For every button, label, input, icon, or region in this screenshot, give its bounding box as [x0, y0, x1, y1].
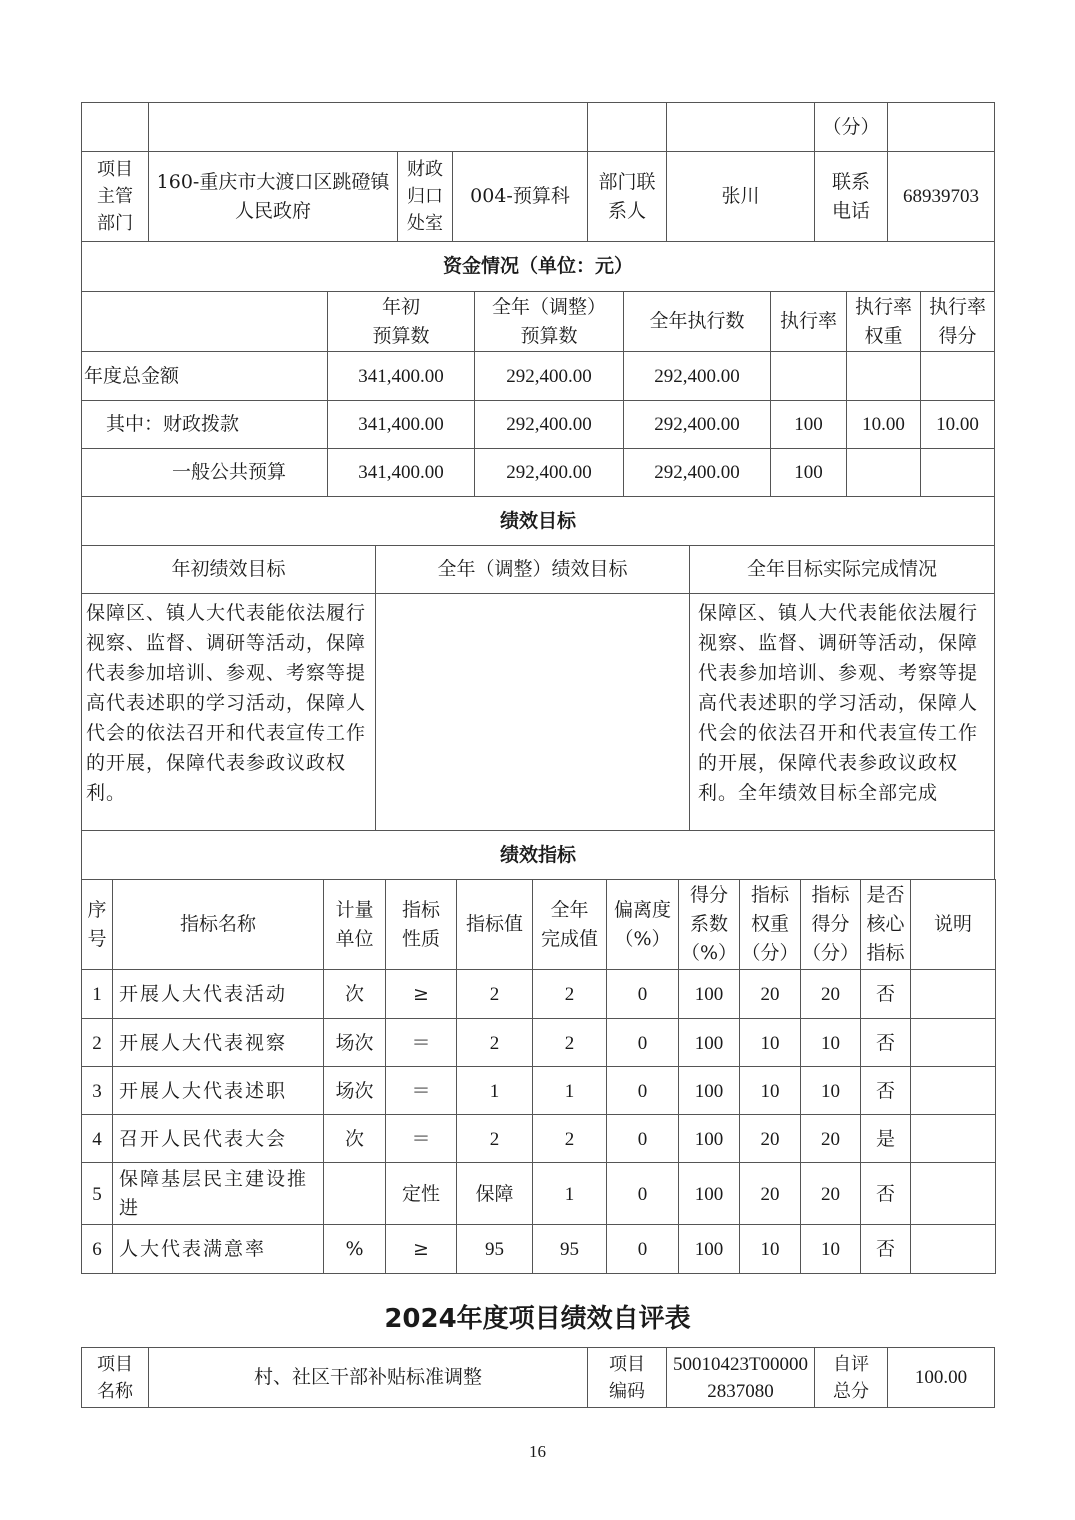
indicator-unit: [323, 1224, 386, 1274]
value-initial: 341,400.00: [358, 414, 444, 435]
goals-initial-cell: [81, 593, 376, 831]
indicator-nature-value: 定性: [401, 1182, 440, 1205]
indicator-header-unit: [323, 879, 386, 970]
indicator-nature-value: ＝: [411, 1031, 431, 1054]
indicator-name: [112, 1066, 324, 1116]
contact-person-value: 张川: [721, 185, 760, 207]
dept-label: 项目主管部门: [97, 159, 133, 234]
indicator-note: [910, 1224, 996, 1274]
indicator-core: [860, 1066, 911, 1116]
funding-row-label: [81, 400, 328, 449]
indicator-unit: [323, 1114, 386, 1164]
funding-row-label: [81, 448, 328, 497]
indicator-weight: [739, 1114, 801, 1164]
funding-section-title: 资金情况（单位：元）: [442, 255, 633, 277]
indicator-seq-value: 6: [92, 1238, 102, 1260]
indicator-coef: [678, 1018, 740, 1068]
self-score-label-cell: [814, 1347, 888, 1408]
indicator-actual-value: 1: [564, 1080, 575, 1102]
indicator-unit: [323, 1018, 386, 1068]
indicator-weight: [739, 969, 801, 1020]
project-name-value-cell: [148, 1347, 588, 1408]
indicator-header-label: 是否 核心 指标: [866, 884, 905, 964]
indicator-target: [456, 1162, 533, 1226]
project-code-label-cell: [587, 1347, 667, 1408]
indicator-score: [800, 969, 861, 1020]
value-initial: 341,400.00: [358, 365, 444, 387]
score-unit-label: （分）: [822, 115, 880, 138]
value-adjusted: 292,400.00: [506, 414, 592, 435]
phone-label: 联系电话: [831, 170, 870, 222]
indicator-seq: [81, 1224, 113, 1274]
indicator-coef-value: 100: [694, 1080, 724, 1102]
funding-header-initial: [327, 291, 475, 352]
indicator-score: [800, 1162, 861, 1226]
indicator-score-value: 10: [821, 1032, 840, 1054]
finance-office-label-cell: [397, 151, 453, 242]
project-code-value: 50010423T000002837080: [672, 1353, 809, 1402]
indicator-header-label: 得分 系数 （%）: [680, 884, 738, 964]
indicator-header-label: 全年 完成值: [540, 898, 598, 950]
value-rate: 100: [794, 462, 823, 483]
indicator-header-label: 指标值: [465, 913, 523, 935]
indicator-weight: [739, 1162, 801, 1226]
project-name-label-cell: [81, 1347, 149, 1408]
indicator-header-deviation: [606, 879, 679, 970]
indicator-actual-value: 2: [564, 1032, 575, 1054]
indicator-nature: [385, 1224, 457, 1274]
indicator-core: [860, 1018, 911, 1068]
goals-header-adjusted: [375, 545, 690, 594]
funding-weight: [846, 448, 921, 497]
indicator-header-label: 计量 单位: [335, 898, 374, 950]
indicator-header-label: 指标 性质: [401, 898, 440, 950]
funding-header-weight: [846, 291, 921, 352]
indicator-unit: [323, 969, 386, 1020]
indicator-name-value: 召开人民代表大会: [119, 1127, 288, 1150]
indicator-seq: [81, 1066, 113, 1116]
indicator-header-label: 偏离度 （%）: [613, 898, 671, 950]
indicator-header-seq: [81, 879, 113, 970]
finance-office-value: 004-预算科: [470, 185, 570, 207]
row-label: 年度总金额: [84, 364, 180, 387]
indicator-deviation: [606, 1224, 679, 1274]
goals-initial-text: 保障区、镇人大代表能依法履行视察、监督、调研等活动，保障代表参加培训、参观、考察等提高代表述职的学习活动，保障人代会的依法召开和代表宣传工作的开展，保障代表参政议政权利。: [86, 602, 367, 804]
contact-person-value-cell: [666, 151, 815, 242]
project-name-label: 项目名称: [97, 1353, 133, 1402]
row-label: 其中：财政拨款: [106, 413, 240, 435]
funding-score: [920, 351, 995, 401]
indicator-name-value: 开展人大代表述职: [119, 1079, 288, 1102]
funding-row-label: [81, 351, 328, 401]
indicator-deviation-value: 0: [637, 1238, 648, 1260]
page-number: 16: [529, 1442, 546, 1461]
row-label: 一般公共预算: [172, 461, 287, 483]
indicator-coef-value: 100: [694, 1032, 724, 1054]
value-executed: 292,400.00: [654, 462, 740, 483]
indicator-nature: [385, 969, 457, 1020]
project-code-label: 项目编码: [609, 1353, 645, 1402]
indicator-actual-value: 2: [564, 1128, 575, 1150]
phone-label-cell: [814, 151, 888, 242]
indicator-header-label: 指标 权重 （分）: [741, 884, 799, 964]
next-table-title: 2024年度项目绩效自评表: [384, 1304, 691, 1334]
value-weight: 10.00: [862, 414, 905, 435]
indicator-deviation-value: 0: [637, 984, 648, 1005]
goals-actual-cell: [689, 593, 995, 831]
indicator-actual: [532, 969, 607, 1020]
indicator-seq: [81, 1162, 113, 1226]
goals-header-actual: [689, 545, 995, 594]
indicator-seq-value: 2: [92, 1032, 102, 1054]
indicator-nature: [385, 1018, 457, 1068]
indicator-deviation: [606, 969, 679, 1020]
top-cell-6: [887, 102, 995, 152]
header-rate: 执行率: [779, 310, 837, 332]
indicator-core: [860, 1162, 911, 1226]
top-cell-2: [148, 102, 588, 152]
indicator-coef: [678, 1224, 740, 1274]
indicator-score: [800, 1066, 861, 1116]
indicator-score-value: 20: [821, 984, 840, 1005]
funding-header-rate: [770, 291, 847, 352]
indicator-note: [910, 1162, 996, 1226]
indicator-unit: [323, 1162, 386, 1226]
indicator-coef-value: 100: [694, 1128, 724, 1150]
indicator-target: [456, 1066, 533, 1116]
header-score: 执行率 得分: [928, 295, 986, 347]
goals-header-actual-label: 全年目标实际完成情况: [746, 558, 937, 580]
goals-section-title-cell: [81, 496, 995, 546]
funding-rate: [770, 351, 847, 401]
indicator-seq-value: 1: [92, 984, 102, 1005]
indicator-target-value: 2: [489, 984, 500, 1005]
indicator-nature-value: ＝: [411, 1079, 431, 1102]
funding-initial: [327, 448, 475, 497]
funding-adjusted: [474, 400, 624, 449]
indicator-target-value: 保障: [475, 1183, 514, 1205]
funding-weight: [846, 400, 921, 449]
indicator-header-label: 指标 得分 （分）: [801, 884, 859, 964]
indicator-deviation: [606, 1066, 679, 1116]
contact-person-label-cell: [587, 151, 667, 242]
indicator-weight-value: 10: [760, 1080, 780, 1102]
indicator-actual: [532, 1114, 607, 1164]
goals-header-initial-label: 年初绩效目标: [171, 558, 286, 580]
project-name-value: 村、社区干部补贴标准调整: [253, 1366, 482, 1388]
indicator-header-weight: [739, 879, 801, 970]
goals-actual-text: 保障区、镇人大代表能依法履行视察、监督、调研等活动，保障代表参加培训、参观、考察等提高代表述职的学习活动，保障人代会的依法召开和代表宣传工作的开展，保障代表参政议政权利。全年绩效目标全部完成: [698, 602, 979, 804]
indicator-weight-value: 20: [760, 984, 780, 1005]
indicator-name: [112, 1162, 324, 1226]
indicator-deviation-value: 0: [637, 1032, 648, 1054]
indicator-note: [910, 1018, 996, 1068]
indicator-target: [456, 1114, 533, 1164]
indicator-deviation: [606, 1114, 679, 1164]
funding-header-blank: [81, 291, 328, 352]
indicator-seq: [81, 1018, 113, 1068]
funding-rate: [770, 400, 847, 449]
indicator-target-value: 2: [489, 1128, 500, 1150]
indicator-coef: [678, 969, 740, 1020]
indicator-name: [112, 1018, 324, 1068]
indicator-target: [456, 1018, 533, 1068]
funding-section-title-cell: [81, 241, 995, 292]
indicator-name-value: 开展人大代表活动: [119, 983, 288, 1005]
indicator-coef: [678, 1066, 740, 1116]
indicator-score-value: 20: [821, 1183, 840, 1205]
indicator-unit-value: 场次: [335, 1079, 374, 1102]
indicator-nature: [385, 1114, 457, 1164]
indicator-deviation-value: 0: [637, 1080, 648, 1102]
indicator-name: [112, 1114, 324, 1164]
dept-label-cell: [81, 151, 149, 242]
value-adjusted: 292,400.00: [506, 365, 592, 387]
indicator-coef-value: 100: [694, 1183, 724, 1205]
indicator-seq-value: 4: [92, 1128, 102, 1150]
indicator-header-note: [910, 879, 996, 970]
indicator-score: [800, 1018, 861, 1068]
indicator-unit-value: %: [345, 1237, 364, 1260]
indicator-core: [860, 969, 911, 1020]
indicator-actual-value: 2: [564, 984, 575, 1005]
funding-executed: [623, 400, 771, 449]
indicator-actual: [532, 1018, 607, 1068]
indicator-coef-value: 100: [694, 984, 724, 1005]
indicator-core-value: 否: [875, 1031, 895, 1054]
indicator-core-value: 否: [875, 1182, 895, 1205]
header-executed: 全年执行数: [649, 310, 745, 332]
indicator-core-value: 否: [875, 1237, 895, 1260]
funding-initial: [327, 400, 475, 449]
indicator-core: [860, 1224, 911, 1274]
indicator-nature-value: ≥: [413, 1237, 429, 1260]
indicator-note: [910, 1114, 996, 1164]
top-cell-1: [81, 102, 149, 152]
indicator-header-score: [800, 879, 861, 970]
dept-value: 160-重庆市大渡口区跳磴镇人民政府: [156, 170, 390, 222]
funding-header-executed: [623, 291, 771, 352]
header-adjusted-budget: 全年（调整） 预算数: [491, 295, 606, 347]
top-cell-score-unit: [814, 102, 888, 152]
indicator-seq: [81, 1114, 113, 1164]
indicator-header-label: 说明: [933, 913, 972, 935]
indicators-section-title-cell: [81, 830, 995, 880]
indicator-weight: [739, 1018, 801, 1068]
indicator-deviation-value: 0: [637, 1128, 648, 1150]
indicator-weight-value: 10: [760, 1032, 780, 1054]
value-rate: 100: [794, 414, 823, 435]
indicator-actual-value: 95: [560, 1238, 579, 1260]
indicator-name: [112, 969, 324, 1020]
indicator-header-name: [112, 879, 324, 970]
indicator-core: [860, 1114, 911, 1164]
indicator-deviation: [606, 1162, 679, 1226]
indicator-coef: [678, 1162, 740, 1226]
indicator-header-coef: [678, 879, 740, 970]
indicator-seq: [81, 969, 113, 1020]
indicator-header-label: 序 号: [87, 898, 107, 950]
indicator-nature-value: ≥: [413, 983, 429, 1005]
indicator-deviation: [606, 1018, 679, 1068]
indicator-header-core: [860, 879, 911, 970]
value-initial: 341,400.00: [358, 462, 444, 483]
indicator-name-value: 开展人大代表视察: [119, 1031, 288, 1054]
self-score-label: 自评总分: [833, 1353, 869, 1402]
value-executed: 292,400.00: [654, 414, 740, 435]
indicator-header-actual: [532, 879, 607, 970]
goals-adjusted-cell: [375, 593, 690, 831]
goals-header-adjusted-label: 全年（调整）绩效目标: [437, 558, 628, 580]
indicator-target-value: 1: [489, 1080, 500, 1102]
indicator-core-value: 否: [875, 1079, 895, 1102]
indicator-coef: [678, 1114, 740, 1164]
funding-executed: [623, 351, 771, 401]
indicator-score-value: 10: [821, 1080, 840, 1102]
indicator-nature-value: ＝: [411, 1127, 431, 1150]
value-adjusted: 292,400.00: [506, 462, 592, 483]
indicator-note: [910, 1066, 996, 1116]
indicator-target: [456, 1224, 533, 1274]
funding-executed: [623, 448, 771, 497]
indicator-actual-value: 1: [564, 1183, 575, 1205]
indicator-score: [800, 1114, 861, 1164]
finance-office-value-cell: [452, 151, 588, 242]
funding-weight: [846, 351, 921, 401]
indicator-core-value: 否: [875, 983, 895, 1005]
indicator-score-value: 10: [821, 1238, 840, 1260]
funding-header-score: [920, 291, 995, 352]
value-executed: 292,400.00: [654, 365, 740, 387]
indicator-actual: [532, 1162, 607, 1226]
indicator-name-value: 保障基层民主建设推进: [119, 1168, 309, 1219]
funding-score: [920, 400, 995, 449]
value-score: 10.00: [936, 414, 979, 435]
phone-value: 68939703: [903, 186, 979, 207]
contact-person-label: 部门联系人: [598, 170, 656, 222]
indicator-target-value: 95: [485, 1238, 504, 1260]
indicator-deviation-value: 0: [637, 1183, 648, 1205]
project-code-value-cell: [666, 1347, 815, 1408]
indicator-target: [456, 969, 533, 1020]
indicator-weight: [739, 1066, 801, 1116]
self-score-value-cell: [887, 1347, 995, 1408]
funding-adjusted: [474, 448, 624, 497]
indicators-section-title: 绩效指标: [499, 843, 576, 866]
indicator-seq-value: 5: [92, 1183, 102, 1205]
indicator-header-target: [456, 879, 533, 970]
indicator-unit-value: 次: [344, 983, 364, 1005]
funding-rate: [770, 448, 847, 497]
indicator-score-value: 20: [821, 1128, 840, 1150]
indicator-target-value: 2: [489, 1032, 500, 1054]
indicator-score: [800, 1224, 861, 1274]
phone-value-cell: [887, 151, 995, 242]
header-initial-budget: 年初 预算数: [372, 295, 430, 347]
funding-header-adjusted: [474, 291, 624, 352]
top-cell-4: [666, 102, 815, 152]
indicator-core-value: 是: [875, 1127, 895, 1150]
finance-office-label: 财政归口处室: [407, 159, 443, 234]
indicator-unit-value: 场次: [335, 1031, 374, 1054]
indicator-weight: [739, 1224, 801, 1274]
indicator-coef-value: 100: [694, 1238, 724, 1260]
indicator-weight-value: 10: [760, 1238, 780, 1260]
indicator-actual: [532, 1066, 607, 1116]
funding-initial: [327, 351, 475, 401]
indicator-weight-value: 20: [760, 1128, 780, 1150]
self-score-value: 100.00: [914, 1367, 968, 1388]
indicator-note: [910, 969, 996, 1020]
goals-section-title: 绩效目标: [499, 509, 576, 532]
dept-value-cell: [148, 151, 398, 242]
indicator-weight-value: 20: [760, 1183, 780, 1205]
top-cell-3: [587, 102, 667, 152]
indicator-name: [112, 1224, 324, 1274]
funding-score: [920, 448, 995, 497]
indicator-header-label: 指标名称: [179, 913, 256, 935]
indicator-name-value: 人大代表满意率: [119, 1237, 267, 1260]
indicator-actual: [532, 1224, 607, 1274]
indicator-unit-value: 次: [344, 1127, 364, 1150]
goals-header-initial: [81, 545, 376, 594]
indicator-unit: [323, 1066, 386, 1116]
indicator-header-nature: [385, 879, 457, 970]
indicator-nature: [385, 1162, 457, 1226]
indicator-nature: [385, 1066, 457, 1116]
indicator-seq-value: 3: [92, 1080, 102, 1102]
funding-adjusted: [474, 351, 624, 401]
header-weight: 执行率 权重: [854, 295, 912, 347]
